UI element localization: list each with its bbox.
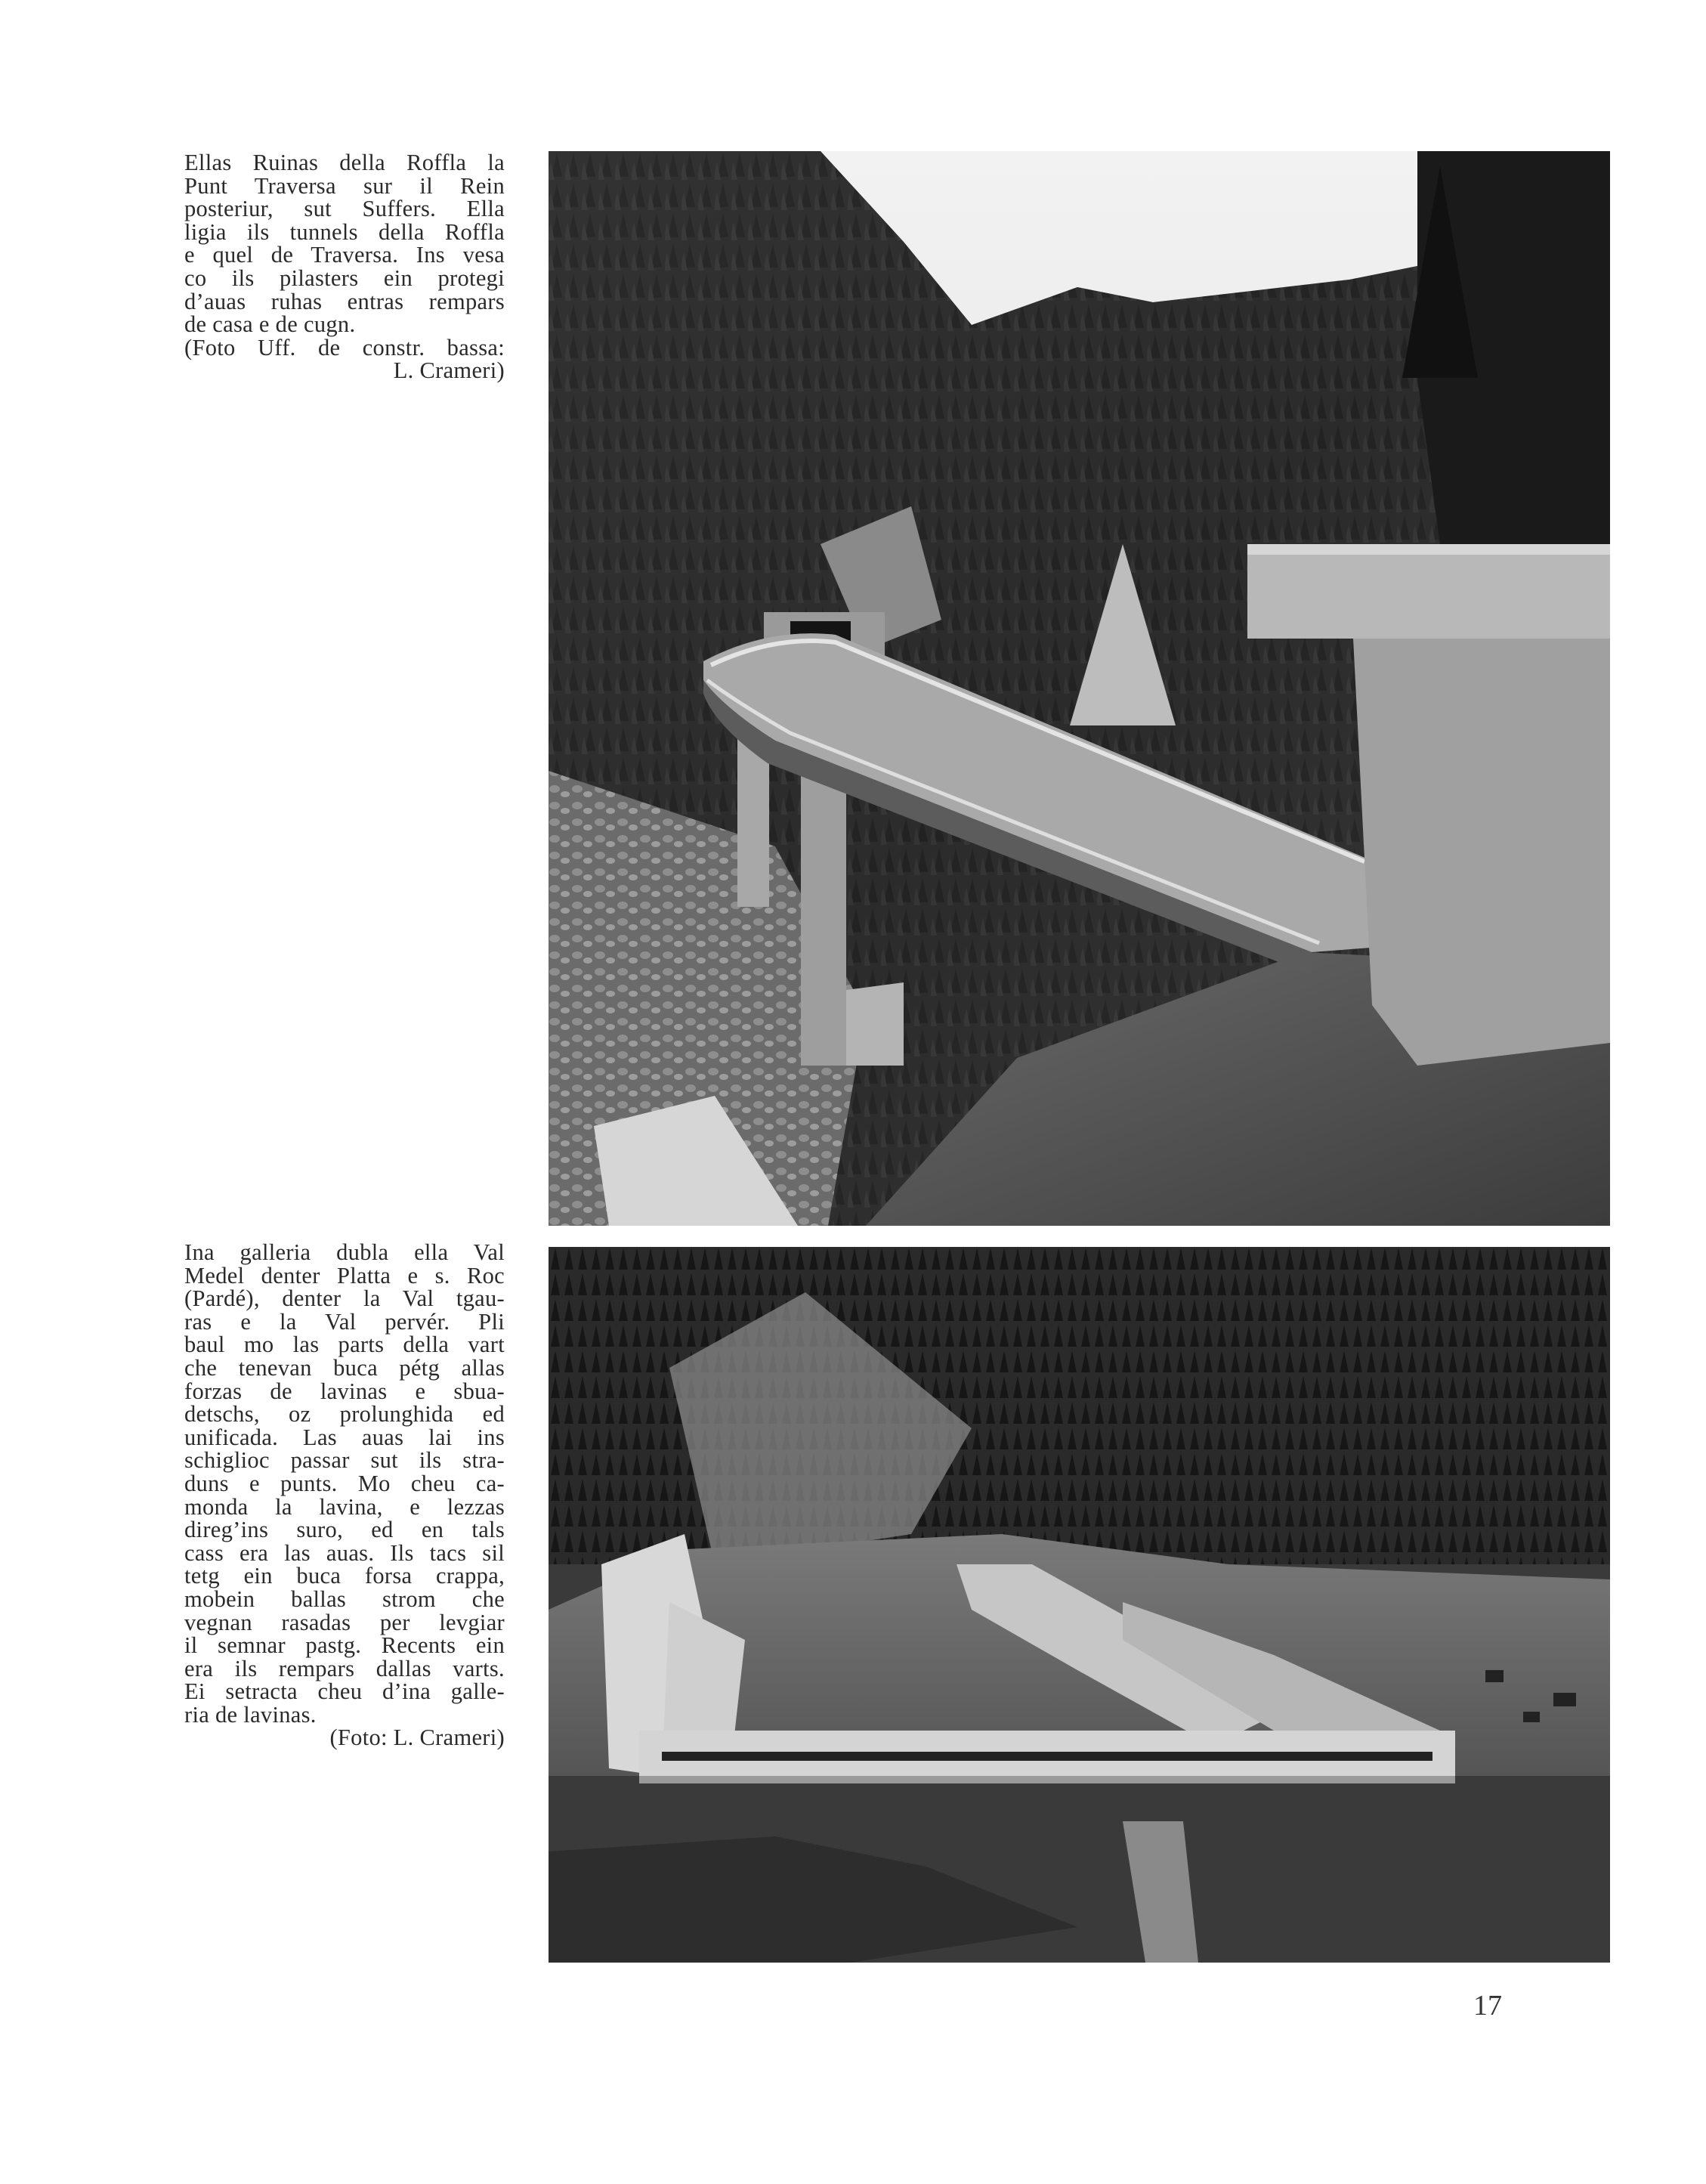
caption-line: ras e la Val pervér. Pli [184, 1308, 505, 1335]
caption-line: detschs, oz prolunghida ed [184, 1401, 505, 1428]
caption-line: tetg ein buca forsa crappa, [184, 1563, 505, 1589]
photo-credit: L. Crameri) [393, 357, 505, 384]
caption-line: co ils pilasters ein protegi [184, 264, 505, 291]
caption-line: vegnan rasadas per levgiar [184, 1609, 505, 1635]
caption-line: cass era las auas. Ils tacs sil [184, 1539, 505, 1566]
caption-line: Medel denter Platta e s. Roc [184, 1262, 505, 1288]
caption-line: posteriur, sut Suffers. Ella [184, 196, 505, 222]
bridge-photo-image [549, 151, 1610, 1226]
caption-line: Ina galleria dubla ella Val [184, 1239, 505, 1265]
caption-line: ria de lavinas. [184, 1701, 317, 1728]
avalanche-gallery-photo-image [549, 1247, 1610, 1963]
bridge-photo [549, 151, 1610, 1226]
caption-line: ligia ils tunnels della Roffla [184, 218, 505, 245]
caption-line: (Foto Uff. de constr. bassa: [184, 334, 505, 360]
caption-line: monda la lavina, e lezzas [184, 1493, 505, 1520]
caption-line: che tenevan buca pétg allas [184, 1354, 505, 1381]
caption-line: schiglioc passar sut ils stra- [184, 1447, 505, 1474]
page-number: 17 [1473, 1990, 1502, 2022]
photo-caption-val-medel-gallery [184, 1241, 505, 1749]
photo-caption-roffla-bridge [184, 151, 505, 382]
caption-line: Ellas Ruinas della Roffla la [184, 150, 505, 175]
caption-line: era ils rempars dallas varts. [184, 1655, 505, 1681]
caption-line: d’auas ruhas entras rempars [184, 288, 505, 314]
caption-line: il semnar pastg. Recents ein [184, 1632, 505, 1659]
avalanche-gallery-photo [549, 1247, 1610, 1963]
caption-line: e quel de Traversa. Ins vesa [184, 242, 505, 268]
photo-credit: (Foto: L. Crameri) [329, 1725, 505, 1751]
caption-line: unificada. Las auas lai ins [184, 1424, 505, 1450]
caption-line: Punt Traversa sur il Rein [184, 172, 505, 199]
caption-line: de casa e de cugn. [184, 311, 356, 338]
caption-line: baul mo las parts della vart [184, 1332, 505, 1358]
caption-line: (Pardé), denter la Val tgau- [184, 1285, 505, 1312]
caption-line: Ei setracta cheu d’ina galle- [184, 1678, 505, 1705]
caption-line: direg’ins suro, ed en tals [184, 1517, 505, 1543]
caption-line: duns e punts. Mo cheu ca- [184, 1470, 505, 1496]
caption-line: mobein ballas strom che [184, 1585, 505, 1612]
caption-line: forzas de lavinas e sbua- [184, 1378, 505, 1404]
